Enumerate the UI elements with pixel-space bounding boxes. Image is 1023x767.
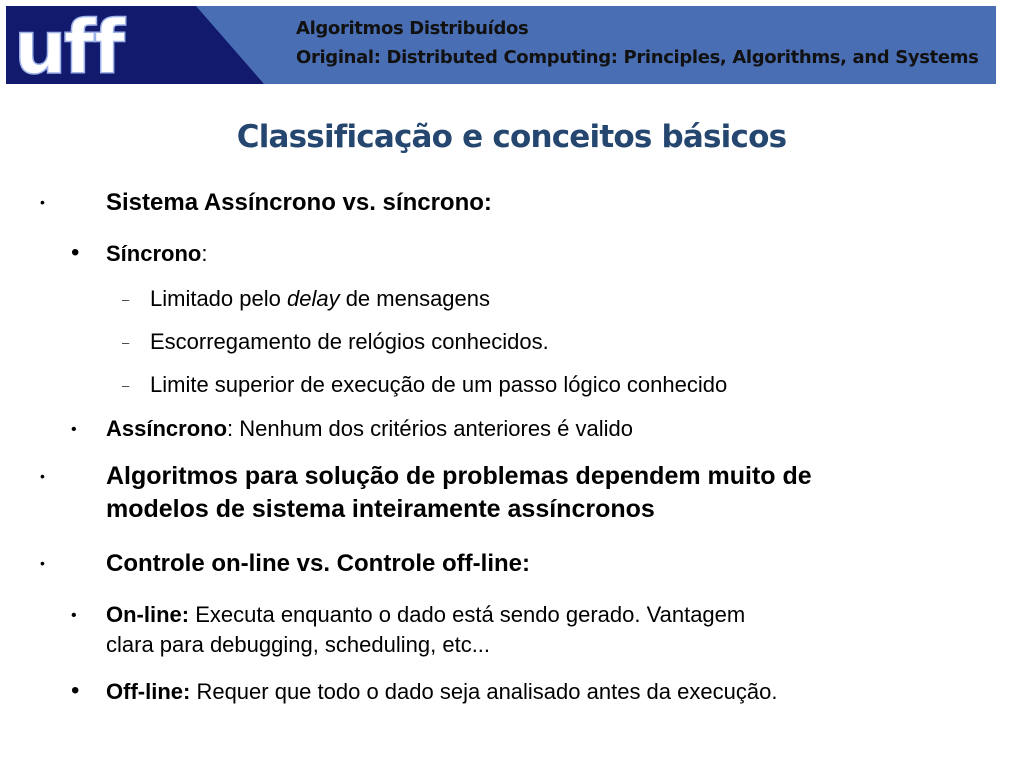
list-item: • Sistema Assíncrono vs. síncrono:: [106, 186, 492, 219]
list-item: • Controle on-line vs. Controle off-line:: [106, 547, 530, 580]
original-source: Original: Distributed Computing: Principles, Algorithms, and Systems: [296, 47, 979, 68]
logo-text: uff: [14, 6, 123, 84]
dash-icon: –: [122, 335, 130, 350]
list-item: • Off-line: Requer que todo o dado seja analisado antes da execução.: [71, 677, 778, 704]
dash-icon: –: [122, 378, 130, 393]
list-item: • Algoritmos para solução de problemas dependem muito de modelos de sistema inteiramente assíncronos: [40, 462, 812, 523]
list-item: • On-line: Executa enquanto o dado está sendo gerado. Vantagem clara para debugging, scheduling, etc...: [71, 602, 746, 657]
header-titles: [296, 14, 978, 72]
course-title: Algoritmos Distribuídos: [296, 18, 529, 39]
list-item: – Escorregamento de relógios conhecidos.: [150, 327, 549, 357]
dash-icon: –: [122, 292, 130, 307]
list-item: – Limitado pelo delay de mensagens: [150, 284, 490, 314]
bullet-icon: •: [71, 421, 77, 438]
bullet-icon: •: [40, 468, 45, 484]
uff-logo: [6, 6, 264, 84]
list-item: • Síncrono:: [71, 239, 208, 266]
bullet-icon: •: [40, 194, 45, 210]
list-item: – Limite superior de execução de um passo lógico conhecido: [150, 370, 727, 400]
bullet-icon: •: [71, 239, 80, 266]
slide-title: Classificação e conceitos básicos: [236, 119, 787, 155]
bullet-icon: •: [40, 555, 45, 571]
list-item: • Assíncrono: Nenhum dos critérios anteriores é valido: [106, 414, 633, 444]
uff-logo-graphic: [6, 6, 264, 84]
bullet-icon: •: [71, 677, 80, 704]
bullet-icon: •: [71, 607, 77, 624]
